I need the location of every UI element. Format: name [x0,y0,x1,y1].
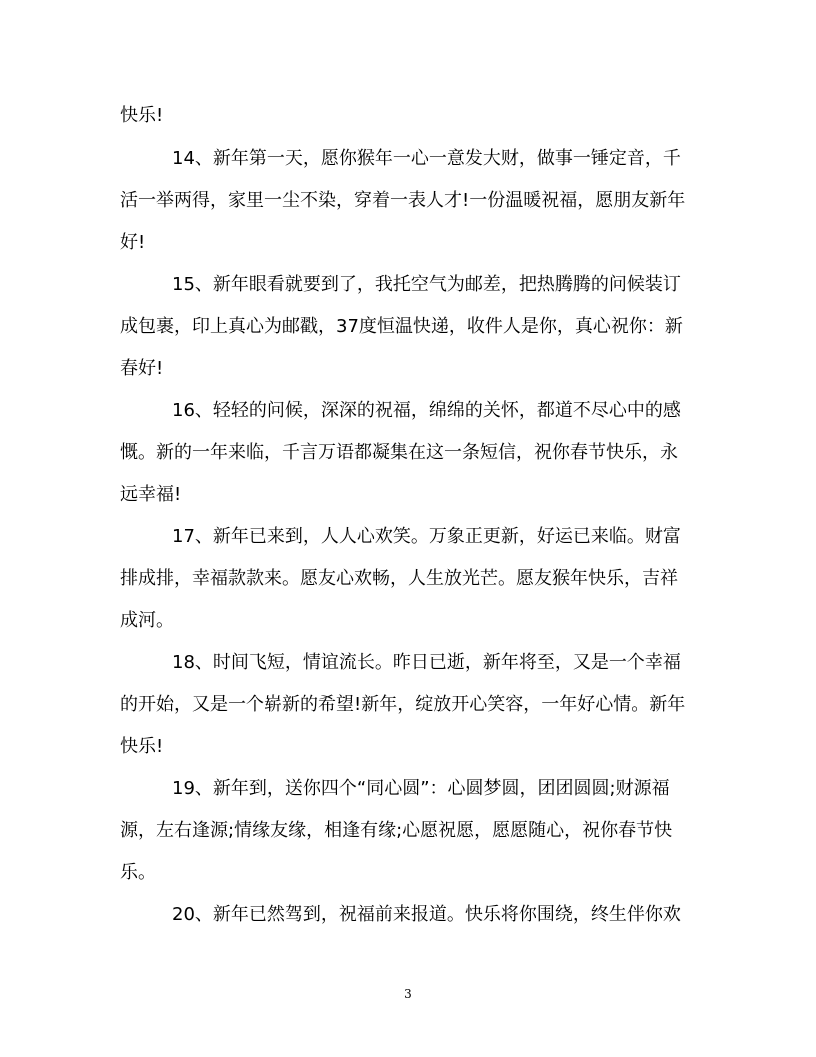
text-line-8: 16、轻轻的问候，深深的祝福，绵绵的关怀，都道不尽心中的感 [172,400,681,421]
text-line-16: 快乐! [120,736,164,757]
text-line-7: 春好! [120,358,164,379]
text-line-10: 远幸福! [120,484,182,505]
page-number: 3 [404,987,412,1001]
text-line-6: 成包裹，印上真心为邮戳，37度恒温快递，收件人是你，真心祝你：新 [120,316,683,337]
text-line-5: 15、新年眼看就要到了，我托空气为邮差，把热腾腾的问候装订 [172,274,681,295]
text-line-1: 快乐! [120,105,164,126]
text-line-13: 成河。 [120,610,174,631]
text-line-12: 排成排，幸福款款来。愿友心欢畅，人生放光芒。愿友猴年快乐，吉祥 [120,568,678,589]
text-line-11: 17、新年已来到，人人心欢笑。万象正更新，好运已来临。财富 [172,526,681,547]
text-line-4: 好! [120,232,146,253]
text-line-9: 慨。新的一年来临，千言万语都凝集在这一条短信，祝你春节快乐，永 [120,442,678,463]
text-line-17: 19、新年到，送你四个“同心圆”：心圆梦圆，团团圆圆;财源福 [172,778,670,799]
text-line-20: 20、新年已然驾到，祝福前来报道。快乐将你围绕，终生伴你欢 [172,904,681,925]
text-line-18: 源，左右逢源;情缘友缘，相逢有缘;心愿祝愿，愿愿随心，祝你春节快 [120,820,673,841]
text-line-3: 活一举两得，家里一尘不染，穿着一表人才!一份温暖祝福，愿朋友新年 [120,190,686,211]
text-line-19: 乐。 [120,862,156,883]
text-line-15: 的开始，又是一个崭新的希望!新年，绽放开心笑容，一年好心情。新年 [120,694,686,715]
text-line-14: 18、时间飞短，情谊流长。昨日已逝，新年将至，又是一个幸福 [172,652,681,673]
text-line-2: 14、新年第一天，愿你猴年一心一意发大财，做事一锤定音，千 [172,148,681,169]
